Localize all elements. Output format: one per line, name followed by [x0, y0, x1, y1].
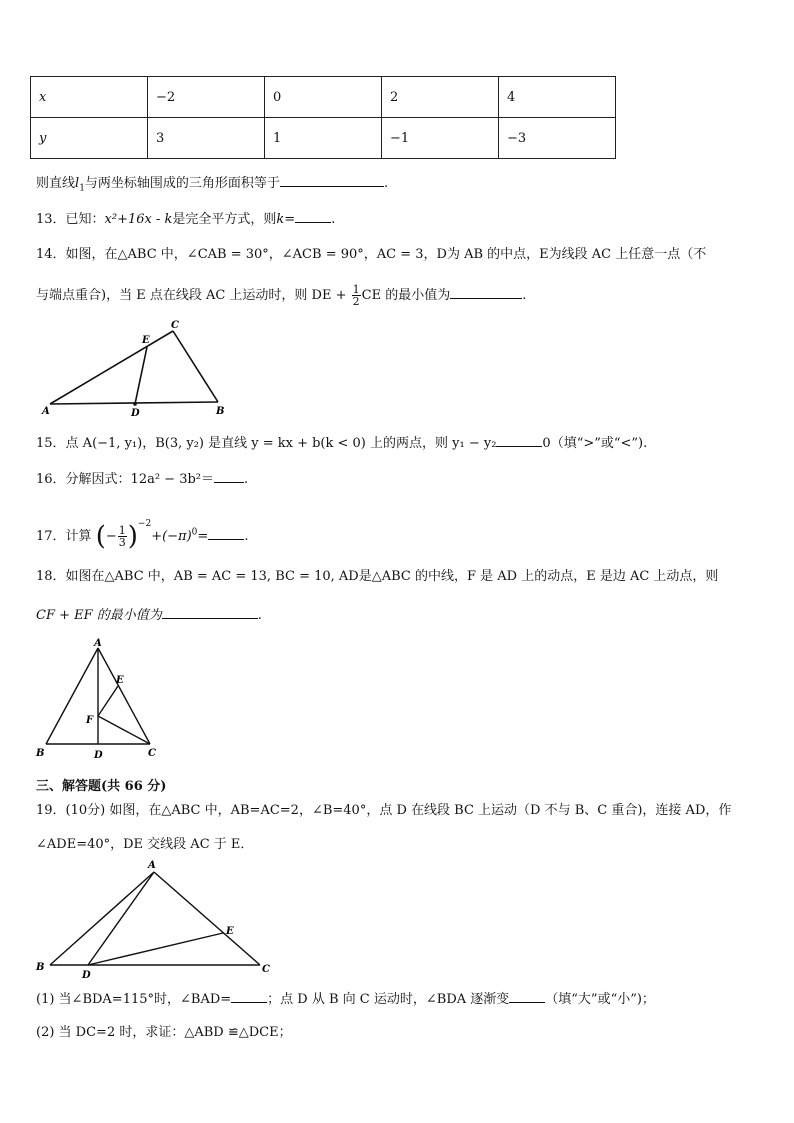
xy-value-table — [30, 76, 616, 159]
q13-mid: 是完全平方式，则 — [172, 212, 277, 227]
q16-end: . — [244, 472, 249, 487]
q18-line1: 18．如图在△ABC 中，AB = AC = 13, BC = 10, AD是△ABC 的中线，F 是 AD 上的动点，E 是边 AC 上动点，则 — [36, 569, 719, 584]
q13-expression: x²+16x - k — [104, 212, 173, 227]
paren-open: ( — [95, 521, 106, 552]
label-A: A — [42, 406, 50, 417]
table-row — [31, 77, 616, 118]
point-D — [133, 402, 137, 406]
label-D: D — [131, 408, 140, 418]
table-row — [31, 118, 616, 159]
label-E: E — [116, 675, 124, 686]
label-C: C — [171, 320, 179, 331]
q17-end: . — [244, 529, 249, 544]
table-header-cell: y — [31, 118, 148, 159]
answer-blank[interactable] — [231, 990, 267, 1003]
table-header-cell: x — [31, 77, 148, 118]
q19-line1: 19．(10分) 如图，在△ABC 中，AB=AC=2，∠B=40°，点 D 在线段 BC 上运动（D 不与 B、C 重合)，连接 AD，作 — [36, 803, 732, 818]
question-17 — [36, 508, 248, 553]
fraction-denominator: 3 — [118, 536, 126, 549]
fraction — [352, 284, 361, 307]
segment-AC — [50, 331, 173, 404]
question-13 — [36, 210, 335, 229]
q12-end: . — [383, 176, 389, 191]
table-cell: −3 — [499, 118, 616, 159]
label-F: F — [86, 715, 94, 726]
segment-FE — [98, 686, 118, 716]
fraction-denominator: 2 — [352, 295, 360, 308]
q18-line2 — [36, 606, 262, 625]
table-cell: 3 — [148, 118, 265, 159]
fraction-numerator: 1 — [118, 524, 126, 537]
segment-AC — [154, 872, 260, 965]
label-A: A — [148, 860, 156, 871]
segment-ED — [135, 347, 147, 404]
q19-part1 — [36, 990, 655, 1009]
table-cell: 2 — [382, 77, 499, 118]
section-title: 三、解答题(共 66 分) — [36, 779, 167, 794]
exponent: 0 — [191, 527, 198, 538]
q19-part1-text-b: ；点 D 从 B 向 C 运动时，∠BDA 逐渐变 — [267, 992, 510, 1007]
q17-plus-term: +(−π) — [151, 529, 192, 544]
q12-text-a: 则直线 — [36, 176, 76, 191]
q19-triangle-figure — [34, 854, 284, 980]
exponent: −2 — [137, 519, 152, 529]
q12-text-c: 与两坐标轴围成的三角形面积等于 — [84, 176, 280, 191]
q19-part2: (2) 当 DC=2 时，求证：△ABD ≌△DCE； — [36, 1025, 292, 1040]
segment-AB — [50, 872, 154, 965]
q17-eq: = — [197, 529, 209, 544]
segment-DE — [88, 933, 223, 965]
minus-sign: − — [105, 529, 117, 544]
q13-eq: = — [284, 212, 296, 227]
q13-end: . — [331, 212, 336, 227]
label-B: B — [36, 748, 45, 759]
segment-CB — [173, 331, 218, 402]
label-D: D — [94, 750, 103, 761]
q15-tail: 0（填“>”或“<”). — [542, 436, 648, 451]
label-C: C — [148, 748, 156, 759]
q14-end: . — [522, 288, 527, 303]
label-B: B — [216, 406, 225, 417]
q16-text: 16．分解因式：12a² − 3b²＝ — [36, 472, 215, 487]
table-cell: 1 — [265, 118, 382, 159]
table-cell: 4 — [499, 77, 616, 118]
q15-text: 15．点 A(−1, y₁)，B(3, y₂) 是直线 y = kx + b(k < 0) 上的两点，则 y₁ − y₂ — [36, 436, 497, 451]
question-15 — [36, 434, 647, 453]
answer-blank[interactable] — [214, 470, 244, 483]
q14-triangle-figure — [40, 318, 240, 418]
label-D: D — [82, 970, 91, 980]
q18-triangle-figure — [30, 634, 170, 764]
q12-line-subscript: 1 — [79, 183, 85, 194]
q19-part1-text-a: (1) 当∠BDA=115°时，∠BAD= — [36, 992, 232, 1007]
answer-blank[interactable] — [162, 606, 258, 619]
answer-blank[interactable] — [280, 174, 384, 187]
q19-line2: ∠ADE=40°，DE 交线段 AC 于 E． — [36, 837, 254, 852]
q14-text-b: CE 的最小值为 — [361, 288, 451, 303]
answer-blank[interactable] — [496, 434, 542, 447]
fraction-numerator: 1 — [352, 283, 360, 296]
paren-close: ) — [127, 521, 138, 552]
q14-text-a: 与端点重合)，当 E 点在线段 AC 上运动时，则 DE + — [36, 288, 347, 303]
q14-line1: 14．如图，在△ABC 中，∠CAB = 30°，∠ACB = 90°，AC = 3，D为 AB 的中点，E为线段 AC 上任意一点（不 — [36, 247, 707, 262]
answer-blank[interactable] — [509, 990, 545, 1003]
q18-end: . — [257, 608, 262, 623]
fraction — [118, 525, 127, 548]
label-E: E — [142, 335, 150, 346]
table-cell: −1 — [382, 118, 499, 159]
answer-blank[interactable] — [208, 527, 244, 540]
segment-AB — [46, 648, 98, 744]
question-16 — [36, 470, 248, 489]
q12-line-name: l — [75, 176, 80, 191]
label-B: B — [36, 962, 45, 973]
q13-prefix: 13．已知： — [36, 212, 105, 227]
q19-part1-text-c: （填“大”或“小”)； — [545, 992, 655, 1007]
q14-line2 — [36, 284, 526, 308]
q17-prefix: 17．计算 — [36, 529, 92, 544]
label-C: C — [262, 964, 270, 975]
label-A: A — [94, 638, 102, 649]
answer-blank[interactable] — [450, 286, 522, 299]
answer-blank[interactable] — [295, 210, 331, 223]
q12-tail-line — [36, 174, 388, 198]
q13-var: k — [276, 212, 285, 227]
q18-text: CF + EF 的最小值为 — [36, 608, 162, 623]
label-E: E — [226, 926, 234, 937]
table-cell: 0 — [265, 77, 382, 118]
table-cell: −2 — [148, 77, 265, 118]
